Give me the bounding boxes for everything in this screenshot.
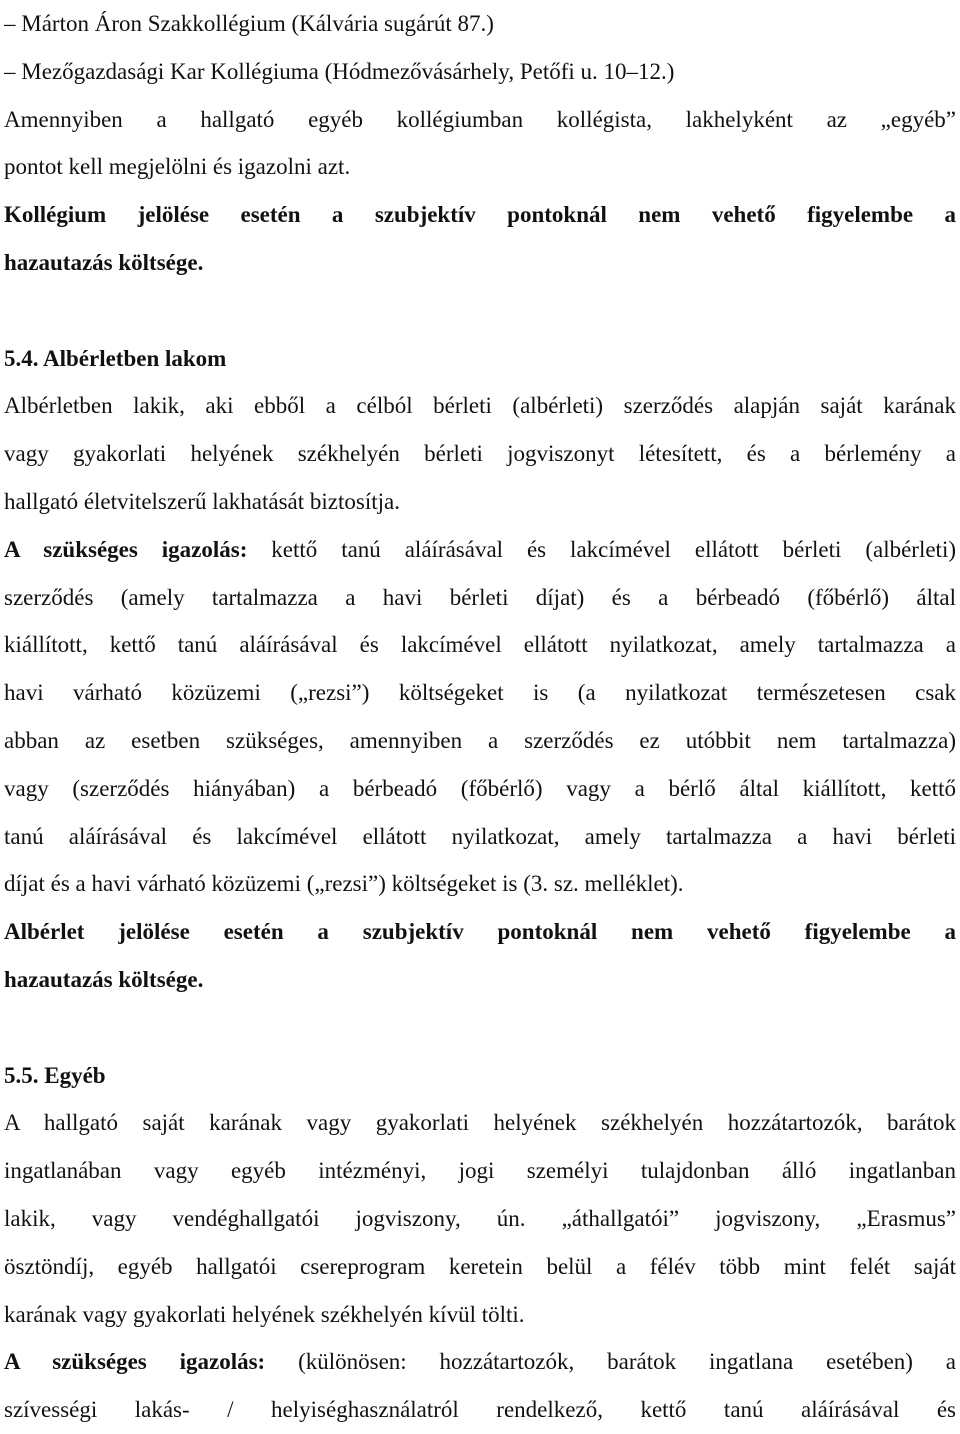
- proof-line: szerződés (amely tartalmazza a havi bérleti díjat) és a bérbeadó (főbérlő) által: [4, 584, 956, 610]
- body-text-line: Amennyiben a hallgató egyéb kollégiumban kollégista, lakhelyként az „egyéb”: [4, 106, 956, 132]
- body-text-line: ingatlanában vagy egyéb intézményi, jogi személyi tulajdonban álló ingatlanban: [4, 1158, 956, 1184]
- body-text-line: A hallgató saját karának vagy gyakorlati helyének székhelyén hozzátartozók, barátok: [4, 1110, 956, 1136]
- proof-line: [4, 526, 956, 574]
- document-page: [4, 0, 956, 1434]
- proof-text: kettő tanú aláírásával és lakcímével ellátott bérleti (albérleti): [247, 536, 956, 562]
- body-text-line: lakik, vagy vendéghallgatói jogviszony, ún. „áthallgatói” jogviszony, „Erasmus”: [4, 1205, 956, 1231]
- proof-line: [4, 1338, 956, 1386]
- body-text-line: karának vagy gyakorlati helyének székhelyén kívül tölti.: [4, 1301, 525, 1327]
- spacer: [4, 287, 956, 335]
- proof-line: vagy (szerződés hiányában) a bérbeadó (főbérlő) vagy a bérlő által kiállított, kettő: [4, 775, 956, 801]
- proof-text: (különösen: hozzátartozók, barátok ingatlana esetében) a: [265, 1349, 956, 1375]
- body-text-line: vagy gyakorlati helyének székhelyén bérleti jogviszonyt létesített, és a bérlemény a: [4, 441, 956, 467]
- body-text-line: pontot kell megjelölni és igazolni azt.: [4, 154, 351, 180]
- proof-line: díjat és a havi várható közüzemi („rezsi”) költségeket is (3. sz. melléklet).: [4, 871, 684, 897]
- proof-line: tanú aláírásával és lakcímével ellátott nyilatkozat, amely tartalmazza a havi bérleti: [4, 823, 956, 849]
- list-item: – Mezőgazdasági Kar Kollégiuma (Hódmezővásárhely, Petőfi u. 10–12.): [4, 58, 675, 84]
- body-text-line: ösztöndíj, egyéb hallgatói csereprogram keretein belül a félév több mint felét saját: [4, 1253, 956, 1279]
- spacer: [4, 1004, 956, 1052]
- kollegium-note-line: Kollégium jelölése esetén a szubjektív pontoknál nem vehető figyelembe a: [4, 202, 956, 228]
- proof-label: A szükséges igazolás:: [4, 1349, 266, 1375]
- kollegium-note-line: hazautazás költsége.: [4, 249, 204, 275]
- body-text-line: Albérletben lakik, aki ebből a célból bérleti (albérleti) szerződés alapján saját karának: [4, 393, 956, 419]
- proof-line: havi várható közüzemi („rezsi”) költségeket is (a nyilatkozat természetesen csak: [4, 680, 956, 706]
- section-heading-5-5: 5.5. Egyéb: [4, 1062, 106, 1088]
- body-text-line: hallgató életvitelszerű lakhatását biztosítja.: [4, 488, 400, 514]
- alberlet-note-line: Albérlet jelölése esetén a szubjektív pontoknál nem vehető figyelembe a: [4, 919, 956, 945]
- alberlet-note-line: hazautazás költsége.: [4, 966, 204, 992]
- proof-line: abban az esetben szükséges, amennyiben a szerződés ez utóbbit nem tartalmazza): [4, 727, 956, 753]
- proof-line: szívességi lakás- / helyiséghasználatról rendelkező, kettő tanú aláírásával és: [4, 1397, 956, 1423]
- section-heading-5-4: 5.4. Albérletben lakom: [4, 345, 227, 371]
- proof-label: A szükséges igazolás:: [4, 536, 248, 562]
- list-item: – Márton Áron Szakkollégium (Kálvária sugárút 87.): [4, 11, 494, 36]
- proof-line: kiállított, kettő tanú aláírásával és lakcímével ellátott nyilatkozat, amely tartalmazza a: [4, 632, 956, 658]
